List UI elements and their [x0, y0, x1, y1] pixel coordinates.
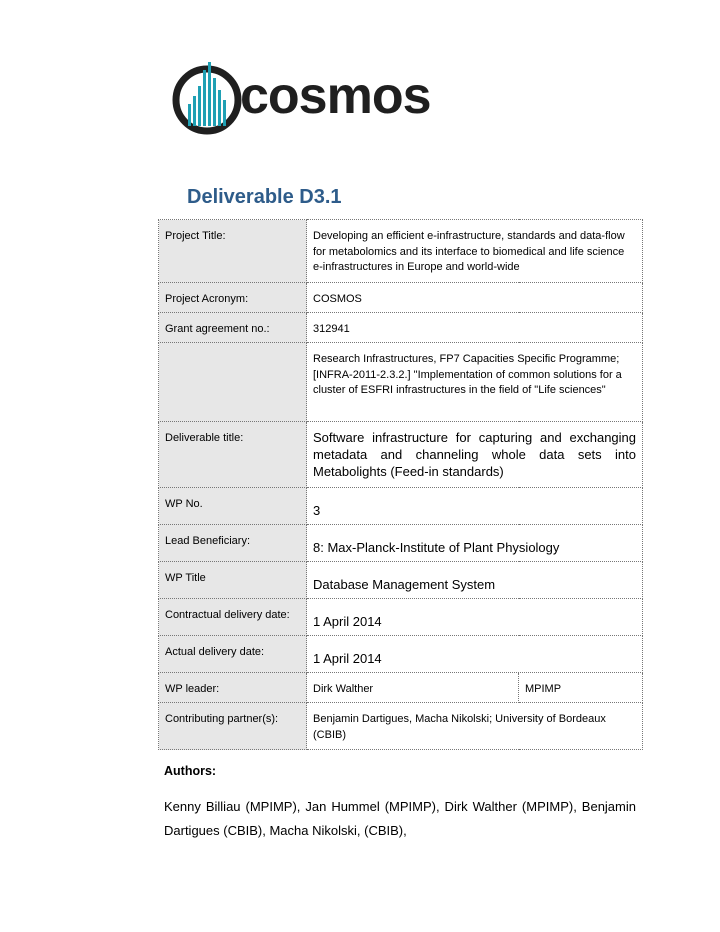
deliverable-title-value: Software infrastructure for capturing and exchanging metadata and channeling whole data sets into Metabolights (Feed-in standards)	[307, 422, 643, 488]
project-acronym-value: COSMOS	[307, 283, 643, 313]
deliverable-title-label: Deliverable title:	[159, 422, 307, 488]
table-row	[159, 220, 643, 283]
wp-leader-org: MPIMP	[519, 673, 643, 703]
wp-leader-label: WP leader:	[159, 673, 307, 703]
table-row	[159, 488, 643, 525]
table-row	[159, 562, 643, 599]
programme-label-empty	[159, 343, 307, 422]
project-acronym-label: Project Acronym:	[159, 283, 307, 313]
lead-beneficiary-label: Lead Beneficiary:	[159, 525, 307, 562]
grant-value: 312941	[307, 313, 643, 343]
grant-label: Grant agreement no.:	[159, 313, 307, 343]
lead-beneficiary-value: 8: Max-Planck-Institute of Plant Physiology	[307, 525, 643, 562]
wp-no-label: WP No.	[159, 488, 307, 525]
contractual-date-value: 1 April 2014	[307, 599, 643, 636]
actual-date-value: 1 April 2014	[307, 636, 643, 673]
authors-label: Authors:	[164, 764, 217, 778]
table-row	[159, 703, 643, 750]
contributing-label: Contributing partner(s):	[159, 703, 307, 750]
table-row	[159, 599, 643, 636]
wp-leader-name: Dirk Walther	[307, 673, 519, 703]
project-title-label: Project Title:	[159, 220, 307, 283]
table-row	[159, 283, 643, 313]
table-row	[159, 525, 643, 562]
project-title-value: Developing an efficient e-infrastructure, standards and data-flow for metabolomics and its interface to biomedical and life science e-infrastructures in Europe and world-wide	[307, 220, 643, 283]
table-row	[159, 422, 643, 488]
logo-wordmark: cosmos	[240, 67, 431, 125]
table-row	[159, 343, 643, 422]
logo-ring	[176, 69, 238, 131]
wp-no-value: 3	[307, 488, 643, 525]
wp-title-value: Database Management System	[307, 562, 643, 599]
contributing-value: Benjamin Dartigues, Macha Nikolski; University of Bordeaux (CBIB)	[307, 703, 643, 750]
authors-list: Kenny Billiau (MPIMP), Jan Hummel (MPIMP), Dirk Walther (MPIMP), Benjamin Dartigues (CBIB), Macha Nikolski, (CBIB),	[164, 799, 636, 838]
table-row	[159, 313, 643, 343]
table-row	[159, 673, 643, 703]
contractual-date-label: Contractual delivery date:	[159, 599, 307, 636]
project-info-table	[158, 219, 643, 750]
programme-value: Research Infrastructures, FP7 Capacities Specific Programme; [INFRA-2011-2.3.2.] "Implementation of common solutions for a cluster of ESFRI infrastructures in the field of "Life sciences"	[307, 343, 643, 422]
table-row	[159, 636, 643, 673]
actual-date-label: Actual delivery date:	[159, 636, 307, 673]
deliverable-heading: Deliverable D3.1	[187, 186, 342, 208]
wp-title-label: WP Title	[159, 562, 307, 599]
